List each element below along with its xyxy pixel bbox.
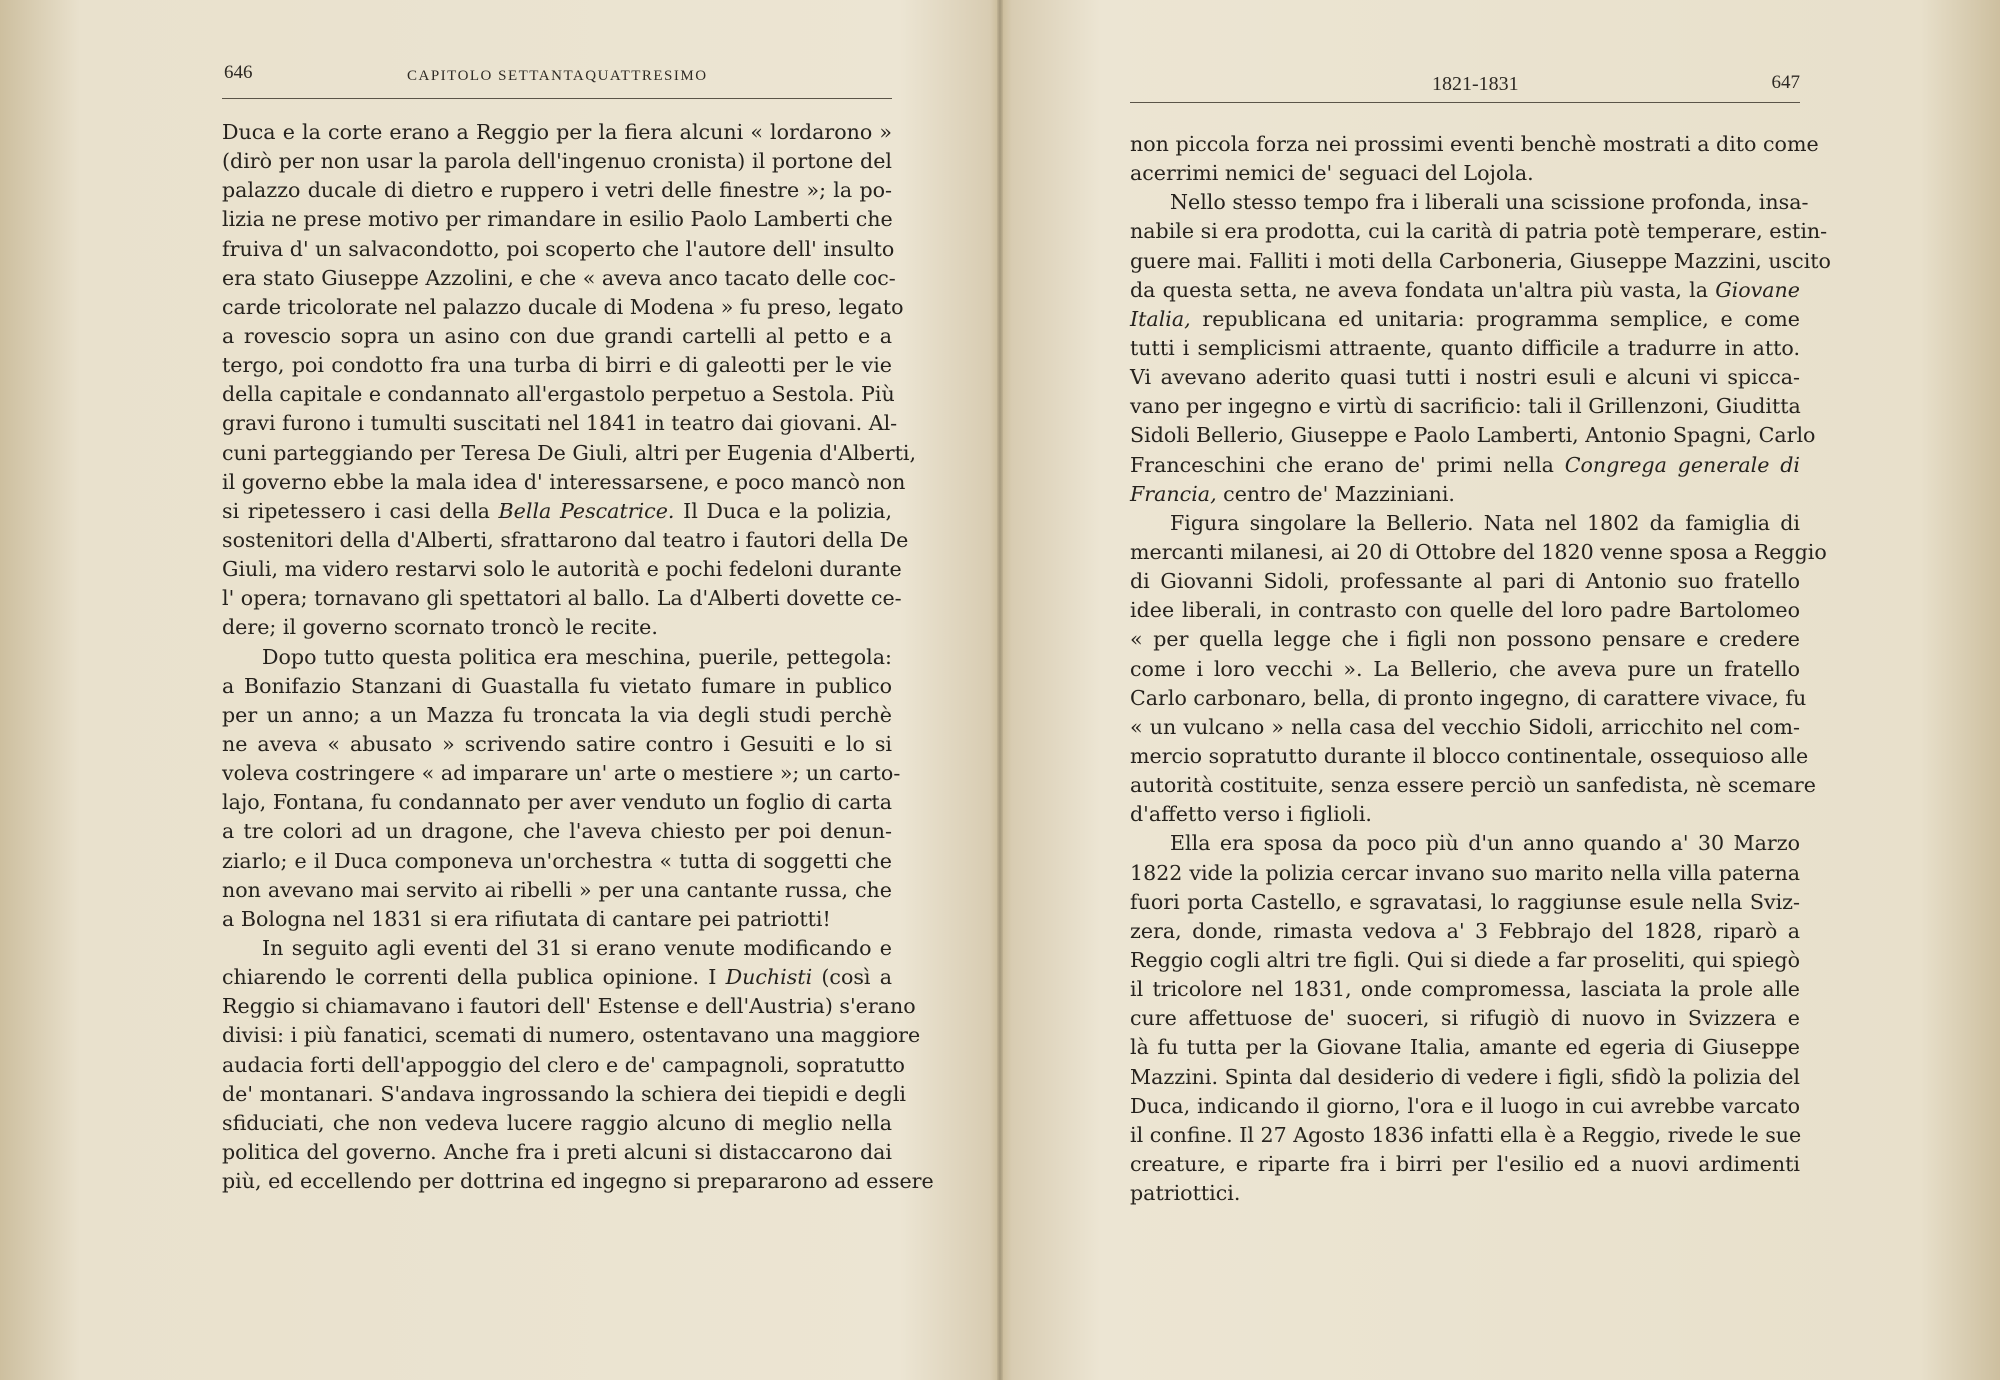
running-title: CAPITOLO SETTANTAQUATTRESIMO bbox=[407, 68, 708, 84]
text-line: di Giovanni Sidoli, professante al pari di Antonio suo fratello bbox=[1130, 569, 1800, 594]
text-line: Ella era sposa da poco più d'un anno quando a' 30 Marzo bbox=[1170, 831, 1800, 856]
text-line: (dirò per non usar la parola dell'ingenuo cronista) il portone del bbox=[222, 149, 892, 174]
text-line bbox=[222, 963, 892, 992]
text-line: mercio sopratutto durante il blocco continentale, ossequioso alle bbox=[1130, 743, 1809, 768]
text-line: zera, donde, rimasta vedova a' 3 Febbrajo del 1828, riparò a bbox=[1130, 918, 1800, 943]
text-line: il tricolore nel 1831, onde compromessa, lasciata la prole alle bbox=[1130, 977, 1800, 1002]
right-page-body bbox=[1130, 130, 1831, 1208]
text-line bbox=[1130, 480, 1800, 509]
text-line: nabile si era prodotta, cui la carità di patria potè temperare, estin- bbox=[1130, 219, 1828, 244]
text-line: Mazzini. Spinta dal desiderio di vedere i figli, sfidò la polizia del bbox=[1130, 1064, 1800, 1089]
text-line: guere mai. Falliti i moti della Carboneria, Giuseppe Mazzini, uscito bbox=[1130, 248, 1831, 273]
text-line: idee liberali, in contrasto con quelle del loro padre Bartolomeo bbox=[1130, 598, 1800, 623]
text-line: fruiva d' un salvacondotto, poi scoperto che l'autore dell' insulto bbox=[222, 236, 895, 261]
text-line: cure affettuose de' suoceri, si rifugiò di nuovo in Svizzera e bbox=[1130, 1006, 1800, 1031]
text-line: Figura singolare la Bellerio. Nata nel 1802 da famiglia di bbox=[1170, 510, 1800, 535]
text-line: dere; il governo scornato troncò le recite. bbox=[222, 615, 658, 640]
text-line: gravi furono i tumulti suscitati nel 1841 in teatro dai giovani. Al- bbox=[222, 411, 898, 436]
italic-title: Italia, bbox=[1130, 306, 1191, 331]
text-line: Dopo tutto questa politica era meschina, puerile, pettegola: bbox=[262, 644, 892, 669]
page-number: 646 bbox=[224, 62, 253, 83]
text-line: 1822 vide la polizia cercar invano suo marito nella villa paterna bbox=[1130, 860, 1800, 885]
text-line: ne aveva « abusato » scrivendo satire contro i Gesuiti e lo si bbox=[222, 731, 892, 756]
right-page bbox=[1130, 0, 1831, 1380]
left-page bbox=[222, 0, 934, 1380]
text-line: carde tricolorate nel palazzo ducale di Modena » fu preso, legato bbox=[222, 294, 904, 319]
text-line: fuori porta Castello, e sgravatasi, lo raggiunse esule nella Sviz- bbox=[1130, 889, 1800, 914]
text-line: lizia ne prese motivo per rimandare in esilio Paolo Lamberti che bbox=[222, 207, 893, 232]
text-line: Reggio si chiamavano i fautori dell' Estense e dell'Austria) s'erano bbox=[222, 994, 916, 1019]
text-line: sostenitori della d'Alberti, sfrattarono dal teatro i fautori della De bbox=[222, 527, 909, 552]
text-line: palazzo ducale di dietro e ruppero i vetri delle finestre »; la po- bbox=[222, 178, 892, 203]
italic-title: Francia, bbox=[1130, 481, 1217, 506]
text-line: voleva costringere « ad imparare un' arte o mestiere »; un carto- bbox=[222, 761, 901, 786]
book-gutter bbox=[997, 0, 1003, 1380]
text-line: non avevano mai servito ai ribelli » per una cantante russa, che bbox=[222, 877, 892, 902]
text-line: vano per ingegno e virtù di sacrificio: tali il Grillenzoni, Giuditta bbox=[1130, 394, 1801, 419]
text-line: d'affetto verso i figlioli. bbox=[1130, 802, 1372, 827]
text-line: il confine. Il 27 Agosto 1836 infatti ella è a Reggio, rivede le sue bbox=[1130, 1122, 1802, 1147]
text-line: a tre colori ad un dragone, che l'aveva chiesto per poi denun- bbox=[222, 819, 892, 844]
text-line: Nello stesso tempo fra i liberali una scissione profonda, insa- bbox=[1170, 190, 1809, 215]
text-line: lajo, Fontana, fu condannato per aver venduto un foglio di carta bbox=[222, 790, 892, 815]
text-line: come i loro vecchi ». La Bellerio, che aveva pure un fratello bbox=[1130, 656, 1800, 681]
text-line: per un anno; a un Mazza fu troncata la via degli studi perchè bbox=[222, 702, 892, 727]
text-segment: si ripetessero i casi della bbox=[222, 498, 499, 523]
text-line bbox=[1130, 305, 1800, 334]
text-line: a rovescio sopra un asino con due grandi cartelli al petto e a bbox=[222, 323, 892, 348]
italic-title: Giovane bbox=[1715, 277, 1800, 302]
text-line: mercanti milanesi, ai 20 di Ottobre del 1820 venne sposa a Reggio bbox=[1130, 539, 1827, 564]
italic-term: Duchisti bbox=[725, 965, 813, 990]
text-line: a Bonifazio Stanzani di Guastalla fu vietato fumare in publico bbox=[222, 673, 892, 698]
text-segment: da questa setta, ne aveva fondata un'altra più vasta, la bbox=[1130, 277, 1716, 302]
text-line: creature, e riparte fra i birri per l'esilio ed a nuovi ardimenti bbox=[1130, 1151, 1800, 1176]
text-segment: (così a bbox=[812, 965, 892, 990]
text-line: « per quella legge che i figli non possono pensare e credere bbox=[1130, 627, 1800, 652]
right-page-header bbox=[1130, 70, 1800, 103]
text-line: « un vulcano » nella casa del vecchio Sidoli, arricchito nel com- bbox=[1130, 714, 1800, 739]
text-line: Duca, indicando il giorno, l'ora e il luogo in cui avrebbe varcato bbox=[1130, 1093, 1800, 1118]
text-line: audacia forti dell'appoggio del clero e de' campagnoli, sopratutto bbox=[222, 1052, 905, 1077]
text-line: Reggio cogli altri tre figli. Qui si diede a far proseliti, qui spiegò bbox=[1130, 947, 1800, 972]
text-line: autorità costituite, senza essere perciò un sanfedista, nè scemare bbox=[1130, 773, 1816, 798]
text-line: cuni parteggiando per Teresa De Giuli, altri per Eugenia d'Alberti, bbox=[222, 440, 917, 465]
text-line: de' montanari. S'andava ingrossando la schiera dei tiepidi e degli bbox=[222, 1081, 907, 1106]
left-page-body bbox=[222, 118, 934, 1196]
text-line bbox=[1130, 276, 1800, 305]
text-line: Sidoli Bellerio, Giuseppe e Paolo Lamberti, Antonio Spagni, Carlo bbox=[1130, 423, 1816, 448]
left-page-header bbox=[222, 62, 892, 99]
text-line: ziarlo; e il Duca componeva un'orchestra « tutta di soggetti che bbox=[222, 848, 892, 873]
page-number: 647 bbox=[1771, 72, 1800, 93]
text-line bbox=[1130, 451, 1800, 480]
text-line: l' opera; tornavano gli spettatori al ballo. La d'Alberti dovette ce- bbox=[222, 586, 902, 611]
italic-title: Bella Pescatrice. bbox=[498, 498, 675, 523]
text-segment: centro de' Mazziniani. bbox=[1216, 481, 1455, 506]
text-line: a Bologna nel 1831 si era rifiutata di cantare pei patriotti! bbox=[222, 906, 831, 931]
text-segment: Il Duca e la polizia, bbox=[674, 498, 892, 523]
italic-title: Congrega generale di bbox=[1564, 452, 1800, 477]
text-segment: chiarendo le correnti della publica opinione. I bbox=[222, 965, 726, 990]
running-title: 1821-1831 bbox=[1432, 73, 1519, 95]
text-line bbox=[222, 497, 892, 526]
text-line: Duca e la corte erano a Reggio per la fiera alcuni « lordarono » bbox=[222, 120, 892, 144]
text-line: più, ed eccellendo per dottrina ed ingegno si prepararono ad essere bbox=[222, 1169, 934, 1194]
text-line: era stato Giuseppe Azzolini, e che « aveva anco tacato delle coc- bbox=[222, 265, 896, 290]
text-line: acerrimi nemici de' seguaci del Lojola. bbox=[1130, 161, 1534, 186]
text-line: Carlo carbonaro, bella, di pronto ingegno, di carattere vivace, fu bbox=[1130, 685, 1807, 710]
text-line: politica del governo. Anche fra i preti alcuni si distaccarono dai bbox=[222, 1139, 892, 1164]
text-line: In seguito agli eventi del 31 si erano venute modificando e bbox=[262, 935, 892, 960]
text-segment: republicana ed unitaria: programma semplice, e come bbox=[1190, 306, 1800, 331]
text-line: Vi avevano aderito quasi tutti i nostri esuli e alcuni vi spicca- bbox=[1130, 365, 1800, 390]
text-line: non piccola forza nei prossimi eventi benchè mostrati a dito come bbox=[1130, 132, 1819, 156]
text-line: là fu tutta per la Giovane Italia, amante ed egeria di Giuseppe bbox=[1130, 1035, 1800, 1060]
text-segment: Franceschini che erano de' primi nella bbox=[1130, 452, 1565, 477]
text-line: tergo, poi condotto fra una turba di birri e di galeotti per le vie bbox=[222, 353, 892, 378]
text-line: Giuli, ma videro restarvi solo le autorità e pochi fedeloni durante bbox=[222, 557, 902, 582]
text-line: tutti i semplicismi attraente, quanto difficile a tradurre in atto. bbox=[1130, 335, 1800, 360]
text-line: il governo ebbe la mala idea d' interessarsene, e poco mancò non bbox=[222, 469, 906, 494]
text-line: patriottici. bbox=[1130, 1181, 1241, 1206]
text-line: della capitale e condannato all'ergastolo perpetuo a Sestola. Più bbox=[222, 382, 895, 407]
text-line: sfiduciati, che non vedeva lucere raggio alcuno di meglio nella bbox=[222, 1110, 892, 1135]
text-line: divisi: i più fanatici, scemati di numero, ostentavano una maggiore bbox=[222, 1023, 921, 1048]
